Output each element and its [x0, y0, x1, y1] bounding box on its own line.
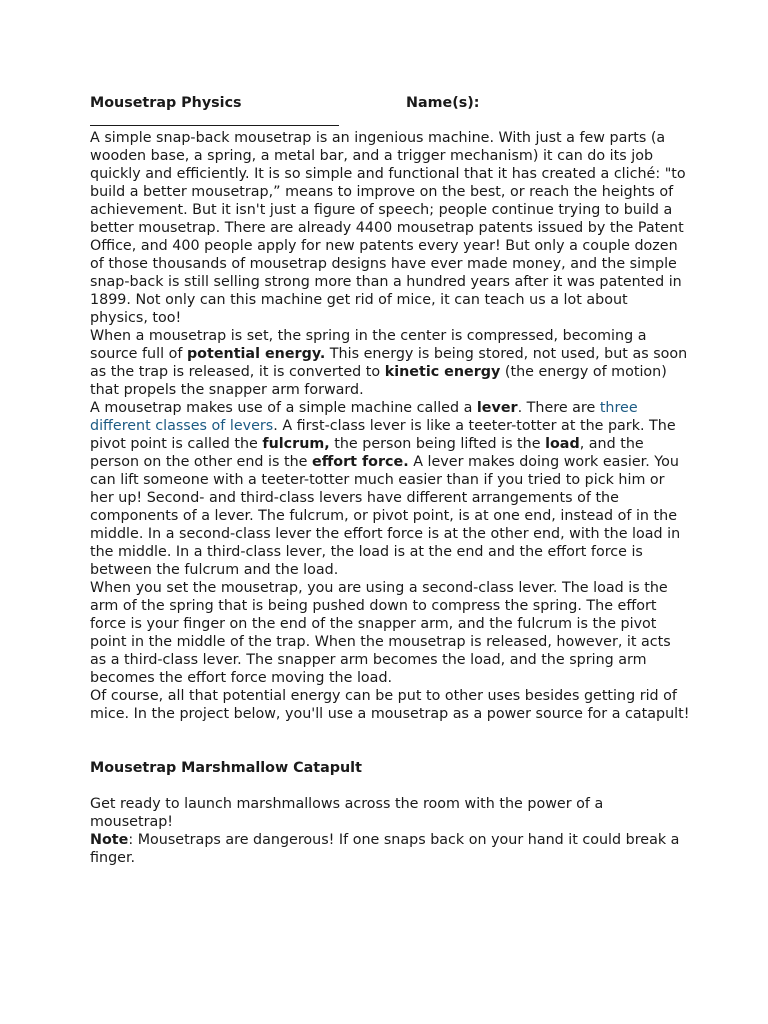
lever-text-3: . A first-class lever is like a teeter-totter at the park. The pivot point is called the — [90, 418, 676, 452]
lever-text-6: A lever makes doing work easier. You can lift someone with a teeter-totter much easier than if you tried to pick him or her up! Second- and third-class levers have different arrangements of the components of a lever. The fulcrum, or pivot point, is at one end, instead of in the middle. In a second-class lever the effort force is at the other end, with the load in the middle. In a third-class lever, the load is at the end and the effort force is between the fulcrum and the load. — [90, 454, 681, 578]
energy-text-3: (the energy of motion) that propels the snapper arm forward. — [90, 364, 667, 398]
energy-paragraph — [90, 327, 690, 399]
fulcrum-term: fulcrum, — [262, 436, 330, 452]
lever-text-2: . There are — [517, 400, 600, 416]
lever-classes-link[interactable]: three different classes of levers — [90, 400, 638, 434]
section-intro-paragraph: Get ready to launch marshmallows across the room with the power of a mousetrap! — [90, 796, 604, 830]
intro-paragraph: A simple snap-back mousetrap is an ingenious machine. With just a few parts (a wooden base, a spring, a metal bar, and a trigger mechanism) it can do its job quickly and efficiently. It is so simple and functional that it has created a cliché: "to build a better mousetrap,” means to improve on the best, or reach the heights of achievement. But it isn't just a figure of speech; people continue trying to build a better mousetrap. There are already 4400 mousetrap patents issued by the Patent Office, and 400 people apply for new patents every year! But only a couple dozen of those thousands of mousetrap designs have ever made money, and the simple snap-back is still selling strong more than a hundred years after it was patented in 1899. Not only can this machine get rid of mice, it can teach us a lot about physics, too! — [90, 130, 686, 326]
effort-force-term: effort force. — [312, 454, 409, 470]
lever-text-5: , and the person on the other end is the — [90, 436, 644, 470]
document-header — [90, 94, 690, 112]
note-paragraph — [90, 831, 690, 867]
section-heading: Mousetrap Marshmallow Catapult — [90, 760, 362, 776]
lever-paragraph — [90, 399, 690, 579]
potential-energy-term: potential energy. — [186, 346, 326, 362]
note-label: Note — [90, 832, 129, 848]
lever-text-1: A mousetrap makes use of a simple machine called a — [90, 400, 477, 416]
lever-term: lever — [476, 400, 518, 416]
document-title: Mousetrap Physics — [90, 95, 242, 111]
energy-text-2: This energy is being stored, not used, but as soon as the trap is released, it is converted to — [90, 346, 688, 380]
energy-text-1: When a mousetrap is set, the spring in the center is compressed, becoming a source full of — [90, 328, 647, 362]
setting-paragraph: When you set the mousetrap, you are using a second-class lever. The load is the arm of the spring that is being pushed down to compress the spring. The effort force is your finger on the end of the snapper arm, and the fulcrum is the pivot point in the middle of the trap. When the mousetrap is released, however, it acts as a third-class lever. The snapper arm becomes the load, and the spring arm becomes the effort force moving the load. — [90, 580, 671, 686]
kinetic-energy-term: kinetic energy — [384, 364, 501, 380]
spacer — [90, 777, 690, 795]
name-label: Name(s): — [406, 95, 480, 111]
name-blank-line — [90, 112, 339, 126]
spacer — [90, 723, 690, 741]
lever-text-4: the person being lifted is the — [329, 436, 546, 452]
spacer — [90, 741, 690, 759]
document-body — [90, 129, 690, 867]
conclusion-paragraph: Of course, all that potential energy can be put to other uses besides getting rid of mice. In the project below, you'll use a mousetrap as a power source for a catapult! — [90, 688, 690, 722]
note-text: : Mousetraps are dangerous! If one snaps back on your hand it could break a finger. — [90, 832, 680, 866]
load-term: load — [545, 436, 580, 452]
